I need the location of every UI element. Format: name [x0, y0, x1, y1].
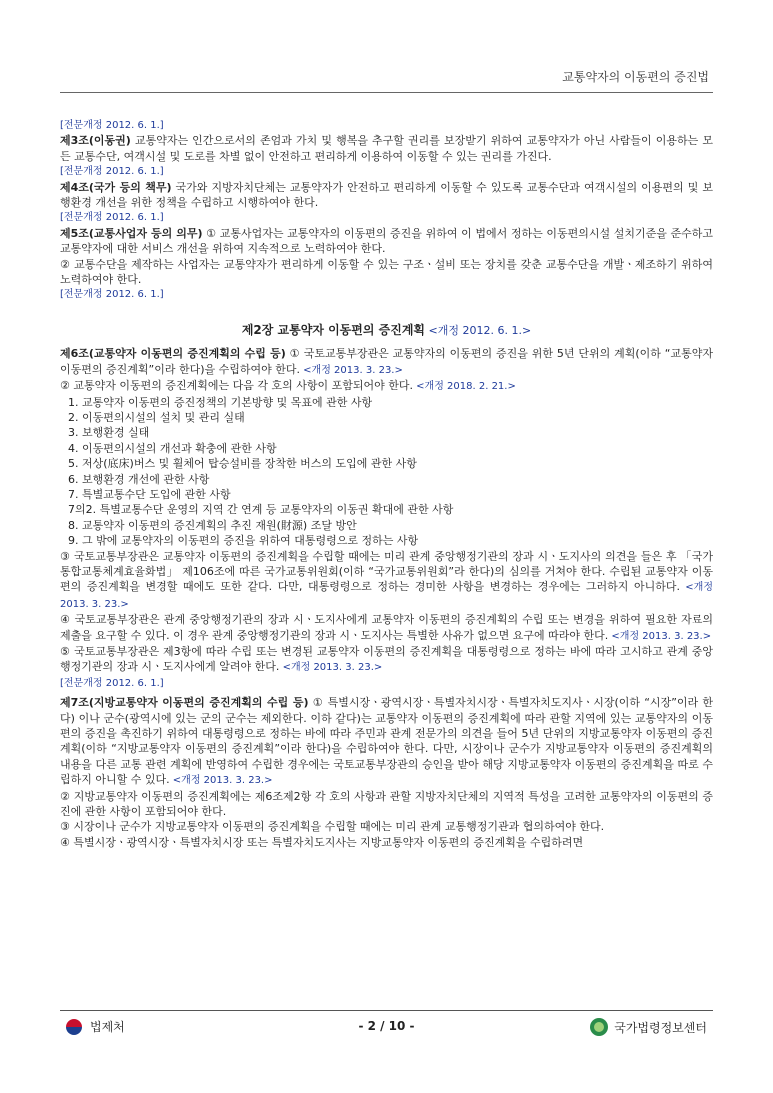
article-6-paragraph-3	[60, 549, 713, 613]
article-text: 국가와 지방자치단체는 교통약자가 안전하고 편리하게 이동할 수 있도록 교통수단과 여객시설의 이용편의 및 보행환경 개선을 위한 정책을 수립하고 시행하여야 한다.	[60, 180, 714, 210]
article-7-paragraph-2: ② 지방교통약자 이동편의 증진계획에는 제6조제2항 각 호의 사항과 관할 지방자치단체의 지역적 특성을 고려한 교통약자의 이동편의 증진에 관한 사항이 포함되어야 한다.	[60, 789, 713, 819]
article-text: ① 교통사업자는 교통약자의 이동편의 증진을 위하여 이 법에서 정하는 이동편의시설 설치기준을 준수하고 교통약자에 대한 서비스 개선을 위하여 지속적으로 노력하여야 한다.	[60, 226, 713, 256]
revision-inline: <개정 2018. 2. 21.>	[412, 381, 516, 393]
list-item: 8. 교통약자 이동편의 증진계획의 추진 재원(財源) 조달 방안	[68, 518, 357, 532]
header-rule	[60, 92, 713, 93]
footer-right	[590, 1018, 707, 1036]
list-item: 9. 그 밖에 교통약자의 이동편의 증진을 위하여 대통령령으로 정하는 사항	[68, 534, 419, 548]
list-item: 2. 이동편의시설의 설치 및 관리 실태	[68, 410, 245, 424]
revision-inline: <개정 2013. 3. 23.>	[60, 582, 713, 610]
footer-agency: 법제처	[90, 1020, 125, 1034]
page-header: 교통약자의 이동편의 증진법	[562, 70, 709, 84]
paragraph-text: ⑤ 국토교통부장관은 제3항에 따라 수립 또는 변경된 교통약자 이동편의 증진계획을 대통령령으로 정하는 바에 따라 고시하고 관계 중앙행정기관의 장과 시ㆍ도지사에게 알려야 한다.	[60, 645, 713, 674]
list-item: 5. 저상(底床)버스 및 휠체어 탑승설비를 장착한 버스의 도입에 관한 사항	[68, 457, 417, 471]
article-4	[60, 180, 713, 211]
article-text: ① 특별시장ㆍ광역시장ㆍ특별자치시장ㆍ특별자치도지사ㆍ시장(이하 “시장”이라 한다) 이나 군수(광역시에 있는 군의 군수는 제외한다. 이하 같다)는 교통약자 이동편의 증진계획에 따라 관할 지역에 있는 교통약자의 이동편의 증진을 촉진하기 위하여 대통령령으로 정하는 바에 따라 주민과 관계 전문가의 의견을 들어 5년 단위의 지방교통약자 이동편의 증진계획(이하 “지방교통약자 이동편의 증진계획”이라 한다)을 수립하여야 한다. 다만, 시장이나 군수가 지방교통약자 이동편의 증진계획의 내용을 다른 교통 관련 계획에 반영하여 수립한 경우에는 국토교통부장관의 승인을 받아 해당 지방교통약자 이동편의 증진계획을 따로 수립하지 아니할 수 있다.	[60, 696, 713, 787]
article-3	[60, 133, 713, 164]
chapter-revision: <개정 2012. 6. 1.>	[425, 323, 532, 337]
revision-note: [전문개정 2012. 6. 1.]	[60, 677, 164, 689]
article-title: 제4조(국가 등의 책무)	[60, 180, 172, 194]
chapter-heading	[60, 323, 713, 338]
revision-inline: <개정 2013. 3. 23.>	[608, 630, 712, 642]
article-7-paragraph-4: ④ 특별시장ㆍ광역시장ㆍ특별자치시장 또는 특별자치도지사는 지방교통약자 이동편의 증진계획을 수립하려면	[60, 835, 584, 849]
list-item: 1. 교통약자 이동편의 증진정책의 기본방향 및 목표에 관한 사항	[68, 395, 373, 409]
article-6-paragraph-5	[60, 644, 713, 676]
chapter-title: 제2장 교통약자 이동편의 증진계획	[241, 322, 426, 337]
revision-note: [전문개정 2012. 6. 1.]	[60, 166, 164, 178]
article-title: 제3조(이동권)	[60, 134, 131, 148]
article-title: 제7조(지방교통약자 이동편의 증진계획의 수립 등)	[60, 696, 309, 710]
revision-inline: <개정 2013. 3. 23.>	[300, 364, 403, 376]
list-item: 4. 이동편의시설의 개선과 확충에 관한 사항	[68, 441, 277, 455]
article-5	[60, 226, 713, 257]
paragraph-text: ④ 국토교통부장관은 관계 중앙행정기관의 장과 시ㆍ도지사에게 교통약자 이동편의 증진계획의 수립 또는 변경을 위하여 필요한 자료의 제출을 요구할 수 있다. 이 경우 관계 중앙행정기관의 장과 시ㆍ도지사는 특별한 사유가 없으면 요구에 따라야 한다.	[60, 613, 713, 642]
page-number: - 2 / 10 -	[358, 1019, 415, 1033]
revision-note: [전문개정 2012. 6. 1.]	[60, 120, 164, 131]
article-6	[60, 346, 713, 378]
revision-inline: <개정 2013. 3. 23.>	[169, 775, 273, 787]
footer-rule	[60, 1010, 713, 1011]
footer-center-name: 국가법령정보센터	[614, 1020, 707, 1035]
revision-note: [전문개정 2012. 6. 1.]	[60, 212, 164, 224]
article-title: 제5조(교통사업자 등의 의무)	[60, 226, 203, 240]
article-text: ① 국토교통부장관은 교통약자의 이동편의 증진을 위한 5년 단위의 계획(이하 “교통약자 이동편의 증진계획”이라 한다)을 수립하여야 한다.	[60, 347, 713, 376]
revision-inline: <개정 2013. 3. 23.>	[279, 662, 383, 674]
law-center-logo-icon	[590, 1018, 608, 1036]
page-footer	[60, 1018, 713, 1040]
article-5-paragraph-2: ② 교통수단을 제작하는 사업자는 교통약자가 편리하게 이동할 수 있는 구조ㆍ설비 또는 장치를 갖춘 교통수단을 개발ㆍ제조하기 위하여 노력하여야 한다.	[60, 257, 713, 287]
paragraph-text: ② 교통약자 이동편의 증진계획에는 다음 각 호의 사항이 포함되어야 한다.	[60, 379, 413, 393]
article-6-paragraph-2	[60, 378, 713, 394]
article-7	[60, 695, 713, 788]
list-item: 3. 보행환경 실태	[68, 426, 150, 440]
list-item: 7. 특별교통수단 도입에 관한 사항	[68, 487, 231, 501]
article-title: 제6조(교통약자 이동편의 증진계획의 수립 등)	[60, 347, 286, 361]
list-item: 6. 보행환경 개선에 관한 사항	[68, 472, 210, 486]
list-item: 7의2. 특별교통수단 운영의 지역 간 연계 등 교통약자의 이동권 확대에 관한 사항	[68, 503, 454, 517]
article-text: 교통약자는 인간으로서의 존엄과 가치 및 행복을 추구할 권리를 보장받기 위하여 교통약자가 아닌 사람들이 이용하는 모든 교통수단, 여객시설 및 도로를 차별 없이 안전하고 편리하게 이용하여 이동할 수 있는 권리를 가진다.	[60, 134, 713, 163]
revision-note: [전문개정 2012. 6. 1.]	[60, 289, 164, 301]
article-6-paragraph-4	[60, 612, 713, 644]
paragraph-text: ③ 국토교통부장관은 교통약자 이동편의 증진계획을 수립할 때에는 미리 관계 중앙행정기관의 장과 시ㆍ도지사의 의견을 들은 후 「국가통합교통체계효율화법」 제106조에 따른 국가교통위원회(이하 “국가교통위원회”라 한다)의 심의를 거쳐야 한다. 수립된 교통약자 이동편의 증진계획을 변경할 때에도 또한 같다. 다만, 대통령령으로 정하는 경미한 사항을 변경하는 경우에는 그러하지 아니하다.	[60, 549, 713, 594]
article-7-paragraph-3: ③ 시장이나 군수가 지방교통약자 이동편의 증진계획을 수립할 때에는 미리 관계 교통행정기관과 협의하여야 한다.	[60, 820, 605, 834]
document-body	[60, 118, 713, 850]
